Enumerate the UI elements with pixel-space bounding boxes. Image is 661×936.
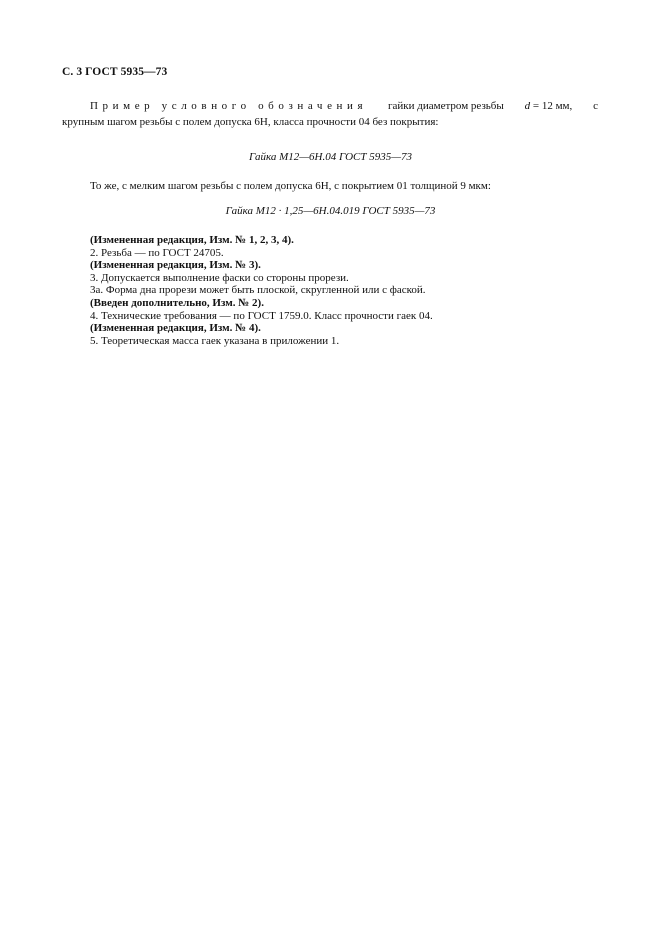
note-item: 5. Теоретическая масса гаек указана в приложении 1. (90, 334, 340, 347)
example-text-c: с (593, 100, 598, 112)
example-line-2: крупным шагом резьбы с полем допуска 6Н, класса прочности 04 без покрытия: (62, 116, 439, 128)
page-header: С. 3 ГОСТ 5935—73 (62, 66, 168, 78)
designation-fine-thread: Гайка М12 · 1,25—6Н.04.019 ГОСТ 5935—73 (225, 205, 436, 217)
example-text-a: гайки диаметром резьбы (388, 100, 504, 112)
example-spaced-label: Пример условного обозначения (90, 100, 368, 112)
diameter-value: = 12 мм, (532, 100, 573, 112)
fine-thread-paragraph: То же, с мелким шагом резьбы с полем допуска 6Н, с покрытием 01 толщиной 9 мкм: (90, 180, 491, 192)
diameter-variable: d (524, 100, 531, 112)
revision-note: (Измененная редакция, Изм. № 3). (90, 259, 261, 272)
designation-coarse-thread: Гайка М12—6Н.04 ГОСТ 5935—73 (248, 151, 413, 163)
note-item: 3а. Форма дна прорези может быть плоской, скругленной или с фаской. (90, 284, 426, 297)
note-item: 4. Технические требования — по ГОСТ 1759.0. Класс прочности гаек 04. (90, 309, 433, 322)
designation-example-paragraph (62, 98, 598, 130)
revision-note: (Введен дополнительно, Изм. № 2). (90, 296, 264, 309)
notes-list (90, 234, 433, 347)
note-item: 3. Допускается выполнение фаски со стороны прорези. (90, 271, 349, 284)
example-line-1 (62, 98, 598, 114)
revision-note: (Измененная редакция, Изм. № 4). (90, 322, 261, 335)
example-diameter (525, 98, 573, 114)
revision-note: (Измененная редакция, Изм. № 1, 2, 3, 4). (90, 234, 294, 246)
note-item: 2. Резьба — по ГОСТ 24705. (90, 246, 224, 259)
